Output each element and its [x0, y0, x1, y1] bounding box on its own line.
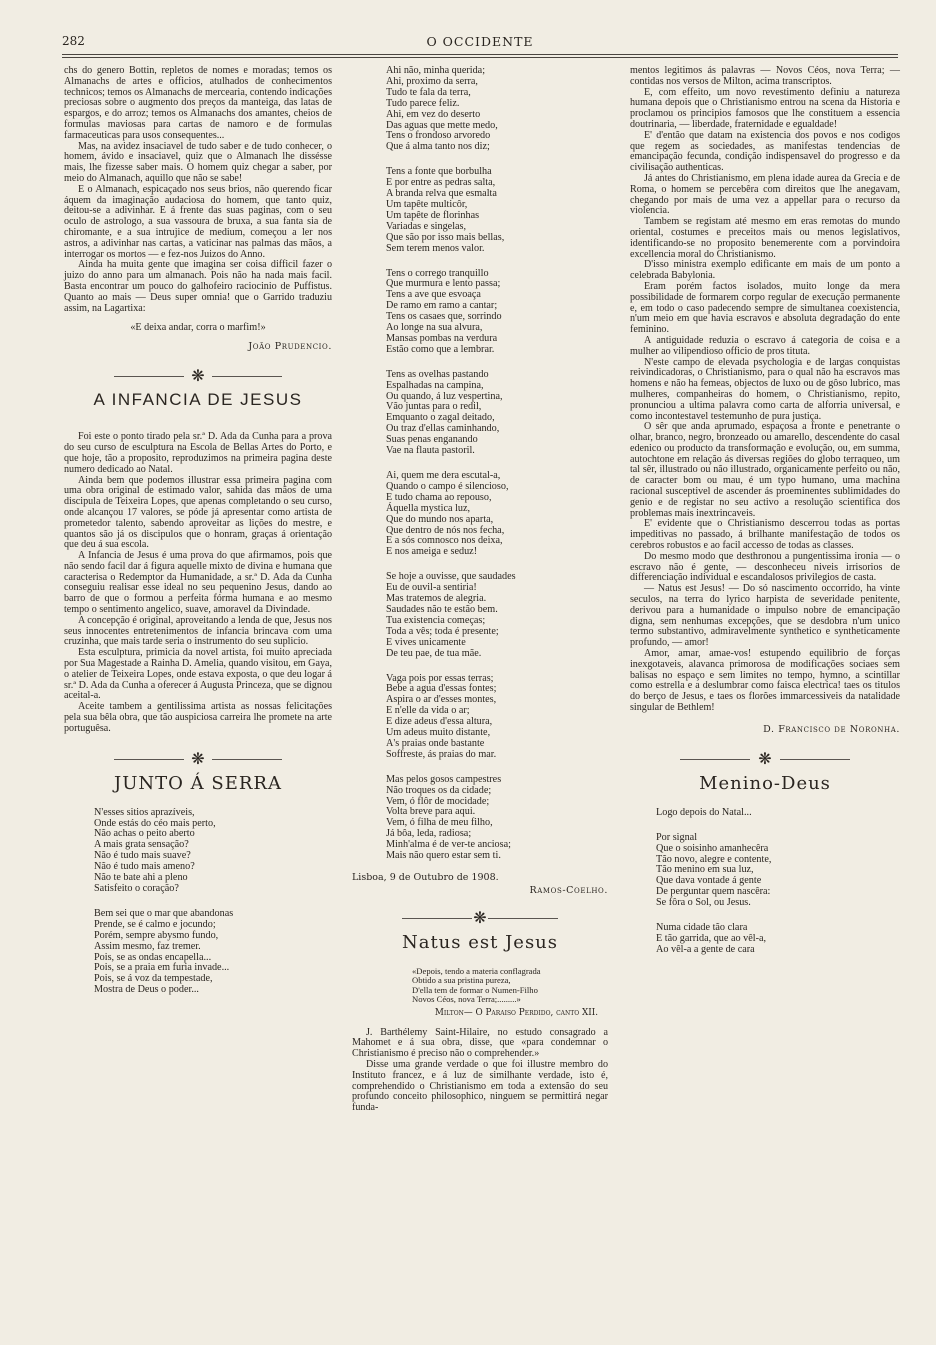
paragraph: Do mesmo modo que desthronou a pungentissima ironia — o escravo não é gente, — desconheceu niveis irrisorios de differenciação individual e escandalosos privilegios de casta.	[630, 550, 900, 584]
verse-line: Mais não quero estar sem ti.	[386, 850, 501, 862]
stanza	[386, 674, 608, 761]
poem	[656, 808, 900, 956]
verse-line: Mostra de Deus o poder...	[94, 984, 199, 996]
verse-line: Pois, se as ondas encapella...	[94, 951, 212, 963]
paragraph: Ainda bem que podemos illustrar essa primeira pagina com uma obra original de estimado valor, sahida das mãos de uma discipula de Teixeira Lopes, que apenas completando o seu curso, onde alcançou 17 valores, se póde já apresentar como artista de prometedor talento, sabendo aproveitar as lições do mestre, e quantos são já os discipulos que o honram, graças á orientação que deu á sua escola.	[64, 474, 332, 551]
stanza	[386, 572, 608, 659]
verse-line: E dize adeus d'essa altura,	[386, 716, 493, 728]
verse-line: Não é tudo mais ameno?	[94, 861, 195, 873]
verse-line: Saudades não te estão bem.	[386, 603, 498, 615]
ornament-divider: ❋	[630, 751, 900, 767]
epigraph-line: «Depois, tendo a materia conflagrada	[412, 966, 541, 976]
verse-line: Tua existencia começas;	[386, 614, 486, 626]
paragraph: E' evidente que o Christianismo descerrou todas as portas impeditivas no passado, á brilhante manifestação de todos os cerebros robustos e ao facil accesso de todas as classes.	[630, 518, 900, 552]
verse-line: Mas pelos gosos campestres	[386, 773, 502, 785]
column-right	[630, 66, 900, 970]
verse-line: Não troques os da cidade;	[386, 784, 492, 796]
poem	[94, 808, 332, 997]
verse-line: Que dentro de nós nos fecha,	[386, 524, 505, 536]
verse-line: Tens o frondoso arvoredo	[386, 130, 491, 142]
verse-line: De teu pae, de tua mãe.	[386, 647, 482, 659]
verse-line: Mansas pombas na verdura	[386, 332, 498, 344]
verse-quote: «E deixa andar, corra o marfim!»	[130, 322, 266, 334]
paragraph: Eram porém factos isolados, muito longe da mera possibilidade de formarem corpo regular de execução permanente e, em todo o caso padecendo sempre de simultanea coexistencia, n'um meio em que havia escravos e absoluta degradação do ente feminino.	[630, 280, 900, 336]
article-title: Natus est Jesus	[401, 932, 559, 953]
verse-line: Que á alma tanto nos diz;	[386, 141, 490, 153]
verse-line: Se hoje a ouvisse, que saudades	[386, 571, 516, 583]
stanza	[656, 833, 900, 909]
verse-line: Logo depois do Natal...	[656, 806, 752, 818]
verse-line: Porém, sempre abysmo fundo,	[94, 929, 219, 941]
verse-line: Não te bate ahi a pleno	[94, 872, 188, 884]
paragraph: E, com effeito, um novo revestimento definiu a natureza humana depois que o Christianismo entrou na scena da Historia e proclamou os principios famosos que lhe constituem a essencia doutrinaria, — liberdade, fraternidade e egualdade!	[630, 86, 900, 130]
stanza	[94, 808, 332, 895]
paragraph: Disse uma grande verdade o que foi illustre membro do Instituto francez, e á luz de similhante verdade, isto é, comprehendido o Christianismo em toda a extensão do seu profundo conceito philosophico, ninguem se permittirá negar funda-	[352, 1059, 608, 1114]
verse-line: E vives unicamente	[386, 636, 466, 648]
verse-line: Tão novo, alegre e contente,	[656, 853, 772, 865]
verse-line: Ahi, proximo da serra,	[386, 75, 478, 87]
verse-line: Ahi, em vez do deserto	[386, 108, 481, 120]
epigraph-line: D'ella tem de formar o Numen-Filho	[412, 984, 538, 995]
stanza	[386, 167, 608, 254]
verse-line: Se fôra o Sol, ou Jesus.	[656, 897, 751, 909]
verse-line: Vae na flauta pastoril.	[386, 445, 475, 457]
paragraph: A Infancia de Jesus é uma prova do que afirmamos, pois que não sendo facil dar á figura aquelle mixto de divina e humana que caracterisa o Redemptor da Humanidade, a sr.ª D. Ada da Cunha conseguiu realisar esse ideal no seu pequenino Jesus, dando ao barro de que o formou a perfeita fórma humana e ao mesmo tempo o sentimento angelico, suave, amoravel da Divindade.	[64, 550, 332, 616]
verse-line: Ou quando, á luz vespertina,	[386, 390, 503, 402]
paragraph: Ainda ha muita gente que imagina ser coisa difficil fazer o juizo do anno para um almanach. Pois não ha nada mais facil. Basta encontrar um pouco do galhofeiro raciocinio de Puffistus. Quanto ao mais — Deus super omnia! que o Garrido traduziu assim, na Lagartixa:	[64, 259, 332, 314]
verse-line: A's praias onde bastante	[386, 737, 485, 749]
stanza	[386, 370, 608, 457]
verse-line: E tudo chama ao repouso,	[386, 491, 492, 503]
paragraph: O sêr que anda aprumado, espaçosa a fronte e penetrante o olhar, branco, negro, bronzeado ou amarello, descendente do casal edenico ou producto da transformação e evolução, ou, em summa, autochtone em relação ás diversas regiões do globo terraqueo, um tal sêr, illustrado ou não illustrado, organicamente perfeito ou não, de caracter bom ou mau, é um typo humano, uma machina racional susceptivel de ascender ás proeminentes sublimidades do genio e de registar no seu activo a resolução scientifica dos problemas mais inextrincaveis.	[630, 421, 900, 519]
verse-line: Tens os casaes que, sorrindo	[386, 311, 502, 323]
verse-line: Aspira o ar d'esses montes,	[386, 694, 497, 706]
page-header	[62, 30, 898, 52]
verse-line: De perguntar quem nascêra:	[656, 886, 771, 898]
verse-line: Ou traz d'ellas caminhando,	[386, 423, 500, 435]
header-rule	[62, 54, 898, 55]
column-middle	[352, 66, 608, 1114]
verse-line: Bem sei que o mar que abandonas	[94, 907, 234, 919]
verse-line: De ramo em ramo a cantar;	[386, 300, 498, 312]
verse-line: E nos ameiga e seduz!	[386, 546, 478, 558]
stanza	[94, 909, 332, 996]
verse-line: E tão garrida, que ao vêl-a,	[656, 932, 767, 944]
stanza	[656, 923, 900, 956]
paragraph: E o Almanach, espicaçado nos seus brios, não querendo ficar áquem da imaginação audaciosa do homem, que tanto quiz, deitou-se a adivinhar. E á frente das suas paginas, com o seu oculo de astrologo, a sua vassoura de bruxa, a sua fanta sia de chiromante, e a sua intrujice de medium, começou a ler nos astros, a adivinhar nas cartas, a vaticinar nas palmas das mãos, a interrogar os mortos — e fez-nos Juizos do Anno.	[64, 183, 332, 260]
stanza	[386, 269, 608, 356]
journal-title: O OCCIDENTE	[426, 34, 534, 49]
verse-line: N'esses sitios aprazíveis,	[94, 806, 195, 818]
epigraph	[412, 967, 608, 1005]
verse-line: Áquella mystica luz,	[386, 502, 471, 514]
verse-line: Tens as ovelhas pastando	[386, 368, 489, 380]
verse-line: Suas penas enganando	[386, 434, 478, 446]
stanza	[386, 775, 608, 862]
poem-continued	[386, 66, 608, 862]
verse-line: Um tapête de florinhas	[386, 209, 480, 221]
verse-line: Pois, se á voz da tempestade,	[94, 973, 213, 985]
verse-line: Tens a fonte que borbulha	[386, 166, 492, 178]
paragraph: Foi este o ponto tirado pela sr.ª D. Ada da Cunha para a prova do seu curso de esculptura na Escola de Bellas Artes do Porto, e que hoje, tão a proposito, reproduzimos na primeira pagina deste numero dedicado ao Natal.	[64, 431, 332, 475]
verse-line: Emquanto o zagal deitado,	[386, 412, 495, 424]
verse-line: Tudo te fala da terra,	[386, 86, 471, 98]
paragraph: E' d'então que datam na existencia dos povos e nos codigos que regem as sociedades, as manifestas tendencias de emancipação fecunda, condição indispensavel do progresso e da civilisação authenticas.	[630, 129, 900, 174]
verse-line: Pois, se a praia em furia invade...	[94, 962, 230, 974]
natus-article	[352, 1028, 608, 1114]
almanach-article	[64, 66, 332, 314]
stanza	[386, 471, 608, 558]
verse-line: Ai, quem me dera escutal-a,	[386, 470, 501, 481]
verse-line: Não é tudo mais suave?	[94, 850, 191, 862]
infancia-article	[64, 432, 332, 734]
verse-line: Variadas e singelas,	[386, 220, 467, 232]
verse-line: Tão menino em sua luz,	[656, 864, 754, 876]
paragraph: D'isso ministra exemplo edificante em mais de um ponto a celebrada Babylonia.	[630, 259, 900, 282]
paragraph: Aceite tambem a gentilissima artista as nossas felicitações pela sua bêla obra, que tão auspiciosa carreira lhe promete na arte portuguêsa.	[64, 701, 332, 734]
column-left	[64, 66, 332, 1010]
poem-date: Lisboa, 9 de Outubro de 1908.	[352, 872, 499, 883]
author-signature: João Prudencio.	[248, 341, 332, 353]
poem-title: Menino-Deus	[699, 772, 831, 794]
verse-line: Ao longe na sua alvura,	[386, 322, 483, 334]
verse-line: Satisfeito o coração?	[94, 882, 179, 894]
paragraph: N'este campo de elevada psychologia e de largas conquistas reivindicadoras, o Christianismo, para o qual não ha escravos mas homens e não ha femeas, objectos de luxo ou de gôso lubrico, mas mulheres, companheiras do homem, o Christianismo, repito, pronunciou a ultima palavra como carta de alforria universal, e como incontestavel testemunho de pura justiça.	[630, 356, 900, 422]
ornament-divider: ❋	[64, 368, 332, 384]
header-rule-2	[62, 57, 898, 58]
verse-line: Sem terem menos valor.	[386, 242, 485, 254]
verse-line: Toda a vês; toda é presente;	[386, 625, 499, 637]
verse-line: E por entre as pedras salta,	[386, 177, 496, 189]
verse-line: Ahi não, minha querida;	[386, 65, 486, 76]
verse-line: Estão como que a lembrar.	[386, 343, 495, 355]
verse-line: Minh'alma é de ver-te anciosa;	[386, 839, 511, 851]
verse-line: A mais grata sensação?	[94, 839, 189, 851]
verse-line: Que do mundo nos aparta,	[386, 513, 494, 525]
verse-line: Que o soisinho amanhecêra	[656, 842, 769, 854]
epigraph-source: Milton— O Paraiso Perdido, canto XII.	[434, 1007, 598, 1018]
stanza	[656, 808, 900, 819]
verse-line: Soffreste, ás praias do mar.	[386, 748, 497, 760]
verse-line: Não achas o peito aberto	[94, 828, 195, 840]
verse-line: Tens o corrego tranquillo	[386, 267, 489, 279]
author-signature: Ramos-Coelho.	[529, 885, 608, 896]
verse-line: Numa cidade tão clara	[656, 922, 748, 934]
paragraph: Mas, na avidez insaciavel de tudo saber e de tudo conhecer, o homem, ávido e insaciavel, quiz que o Almanach lhe dissésse mais, lhe fizesse saber mais. O homem quiz chegar a saber, por meio do Almanach, aquillo que não se sabe!	[64, 140, 332, 184]
verse-line: Que murmura e lento passa;	[386, 278, 501, 290]
stanza	[386, 66, 608, 153]
paragraph: A concepção é original, aproveitando a lenda de que, Jesus nos seus innocentes entretenimentos de infancia brincava com uma cruzinha, que mais tarde seria o instrumento do seu suplicio.	[64, 614, 332, 648]
verse-line: Espalhadas na campina,	[386, 379, 484, 391]
verse-line: Vão juntas para o redil,	[386, 401, 482, 413]
verse-line: Ao vêl-a a gente de cara	[656, 943, 755, 955]
verse-line: Prende, se é calmo e jocundo;	[94, 918, 216, 930]
verse-line: Vem, ó flôr de mocidade;	[386, 795, 490, 807]
verse-line: Mas tratemos de alegria.	[386, 593, 487, 605]
verse-line: Vaga pois por essas terras;	[386, 672, 494, 684]
paragraph: Esta esculptura, primicia da novel artista, foi muito apreciada por Sua Magestade a Rainha D. Amelia, quando visitou, em Gaya, o atelier de Teixeira Lopes, onde estava exposta, o que deu logar á sr.ª D. Ada da Cunha a oferecer á Augusta Princeza, que se dignou aceital-a.	[64, 647, 332, 702]
author-signature: D. Francisco de Noronha.	[763, 723, 900, 735]
verse-line: Tudo parece feliz.	[386, 97, 460, 109]
poem-title: JUNTO Á SERRA	[114, 772, 282, 794]
epigraph-line: Novos Céos, nova Terra;.........»	[412, 994, 521, 1005]
paragraph: J. Barthélemy Saint-Hilaire, no estudo consagrado a Mahomet e á sua obra, disse, que «para condemnar o Christianismo é preciso não o comprehender.»	[352, 1026, 608, 1060]
verse-line: Assim mesmo, faz tremer.	[94, 940, 201, 952]
verse-line: Bebe a agua d'essas fontes;	[386, 683, 497, 695]
ornament-divider: ❋	[352, 910, 608, 926]
paragraph: Amor, amar, amae-vos! estupendo equilibrio de forças inexgotaveis, alavanca primorosa de modificações sociaes sem balisas no espaço e sem limites no tempo, hymno, a scintillar como estrella e a deslumbrar como faisca electrica! taes os titulos do berço de Jesus, e taes os florões immarcessiveis da natalidade singular de Bethlem!	[630, 648, 900, 714]
verse-line: Das aguas que mette medo,	[386, 119, 498, 131]
article-title: A INFANCIA DE JESUS	[93, 390, 303, 410]
verse-line: Tens a ave que esvoaça	[386, 289, 481, 301]
verse-line: Quando o campo é silencioso,	[386, 480, 509, 492]
verse-line: Volta breve para aqui.	[386, 806, 476, 818]
verse-line: Que dava vontade á gente	[656, 875, 762, 887]
verse-line: Que são por isso mais bellas,	[386, 231, 505, 243]
verse-line: Um tapête multicôr,	[386, 198, 468, 210]
ornament-divider: ❋	[64, 751, 332, 767]
verse-line: A branda relva que esmalta	[386, 188, 497, 200]
paragraph: Tambem se registam até mesmo em eras remotas do mundo oriental, costumes e preceitos mais ou menos legislativos, identificando-se no proposito benemerente com a porvindoira excellencia moral do Christianismo.	[630, 216, 900, 260]
verse-line: E n'elle da vida o ar;	[386, 705, 470, 717]
natus-article-continued	[630, 66, 900, 714]
verse-line: Já bôa, leda, radiosa;	[386, 828, 472, 840]
paragraph: Já antes do Christianismo, em plena idade aurea da Grecia e de Roma, o homem se percebêra com direitos que lhe anegavam, chegando por mais de uma vez a appellar para o recurso da violencia.	[630, 172, 900, 217]
epigraph-line: Obtido a sua pristina pureza,	[412, 975, 511, 986]
verse-line: Onde estás do céo mais perto,	[94, 817, 216, 829]
paragraph: chs do genero Bottin, repletos de nomes e moradas; temos os Almanachs de artes e officios, atulhados de conhecimentos technicos; temos os Almanachs de mercearia, contendo indicações preciosas sobre o augmento dos preços da manteiga, das latas de espargos, e do arroz; temos os Almanachs dos amantes, cheios de formulas maviosas para cartas de namoro e de formulas farmaceuticas para usos consequentes...	[64, 65, 332, 141]
verse-line: Eu de ouvil-a sentiria!	[386, 582, 477, 594]
verse-line: Um adeus muito distante,	[386, 727, 491, 739]
paragraph: A antiguidade reduzia o escravo á categoria de coisa e a mulher ao vilipendioso officio de pros tituta.	[630, 334, 900, 357]
verse-line: Vem, ó filha de meu filho,	[386, 817, 493, 829]
verse-line: Por signal	[656, 831, 698, 843]
paragraph: mentos legitimos ás palavras — Novos Céos, nova Terra; — contidas nos versos de Milton, acima transcriptos.	[630, 65, 900, 87]
page-number: 282	[62, 34, 85, 48]
verse-line: E a sós comnosco nos deixa,	[386, 535, 503, 547]
paragraph: — Natus est Jesus! — Do só nascimento occorrido, ha vinte seculos, na terra do lyrico harpista de severidade penitente, derivou para a humanidade o impulso nobre de emancipação digna, sem nenhumas excepções, que se desdobra n'um unico termo substantivo, admiravelmente synthetico e syntheticamente profundo, — amor!	[630, 583, 900, 649]
